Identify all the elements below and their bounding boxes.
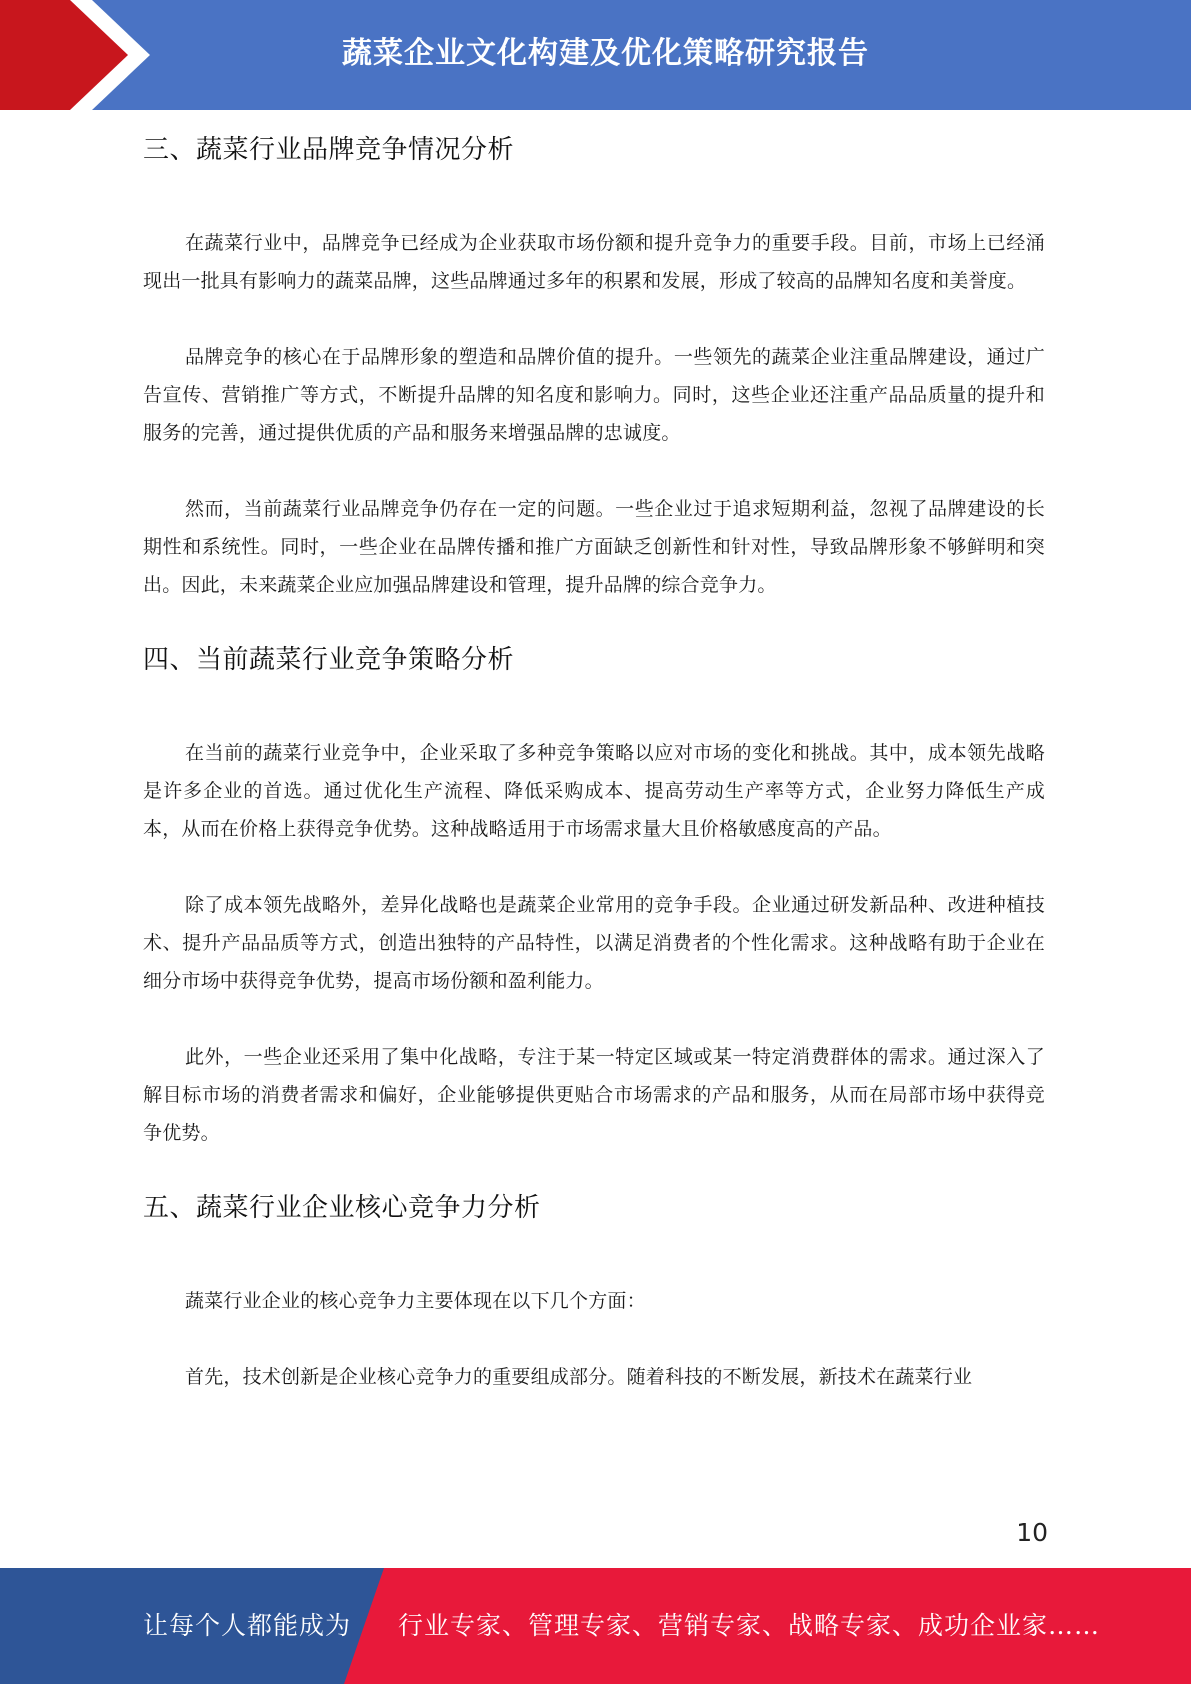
report-title: 蔬菜企业文化构建及优化策略研究报告 (342, 36, 869, 71)
paragraph: 在蔬菜行业中，品牌竞争已经成为企业获取市场份额和提升竞争力的重要手段。目前，市场上已经涌现出一批具有影响力的蔬菜品牌，这些品牌通过多年的积累和发展，形成了较高的品牌知名度和美誉度。 (143, 232, 1045, 292)
section-heading: 五、蔬菜行业企业核心竞争力分析 (143, 1193, 541, 1223)
paragraph: 此外，一些企业还采用了集中化战略，专注于某一特定区域或某一特定消费群体的需求。通过深入了解目标市场的消费者需求和偏好，企业能够提供更贴合市场需求的产品和服务，从而在局部市场中获得竞争优势。 (143, 1046, 1045, 1144)
page-number: 10 (1016, 1518, 1048, 1547)
paragraph: 首先，技术创新是企业核心竞争力的重要组成部分。随着科技的不断发展，新技术在蔬菜行业 (185, 1366, 973, 1388)
section-heading: 四、当前蔬菜行业竞争策略分析 (143, 645, 515, 675)
paragraph: 蔬菜行业企业的核心竞争力主要体现在以下几个方面： (185, 1290, 646, 1312)
footer-band (0, 1568, 1191, 1684)
section-heading: 三、蔬菜行业品牌竞争情况分析 (143, 135, 515, 165)
paragraph: 除了成本领先战略外，差异化战略也是蔬菜企业常用的竞争手段。企业通过研发新品种、改进种植技术、提升产品品质等方式，创造出独特的产品特性，以满足消费者的个性化需求。这种战略有助于企业在细分市场中获得竞争优势，提高市场份额和盈利能力。 (143, 894, 1045, 992)
paragraph: 在当前的蔬菜行业竞争中，企业采取了多种竞争策略以应对市场的变化和挑战。其中，成本领先战略是许多企业的首选。通过优化生产流程、降低采购成本、提高劳动生产率等方式，企业努力降低生产成本，从而在价格上获得竞争优势。这种战略适用于市场需求量大且价格敏感度高的产品。 (143, 742, 1045, 840)
header-band (0, 0, 1191, 110)
paragraph: 然而，当前蔬菜行业品牌竞争仍存在一定的问题。一些企业过于追求短期利益，忽视了品牌建设的长期性和系统性。同时，一些企业在品牌传播和推广方面缺乏创新性和针对性，导致品牌形象不够鲜明和突出。因此，未来蔬菜企业应加强品牌建设和管理，提升品牌的综合竞争力。 (143, 498, 1045, 596)
footer-slogan-right: 行业专家、管理专家、营销专家、战略专家、成功企业家…… (398, 1611, 1101, 1640)
document-body (143, 118, 1045, 1396)
paragraph: 品牌竞争的核心在于品牌形象的塑造和品牌价值的提升。一些领先的蔬菜企业注重品牌建设，通过广告宣传、营销推广等方式，不断提升品牌的知名度和影响力。同时，这些企业还注重产品品质量的提升和服务的完善，通过提供优质的产品和服务来增强品牌的忠诚度。 (143, 346, 1045, 444)
footer-slogan-left: 让每个人都能成为 (143, 1611, 352, 1640)
